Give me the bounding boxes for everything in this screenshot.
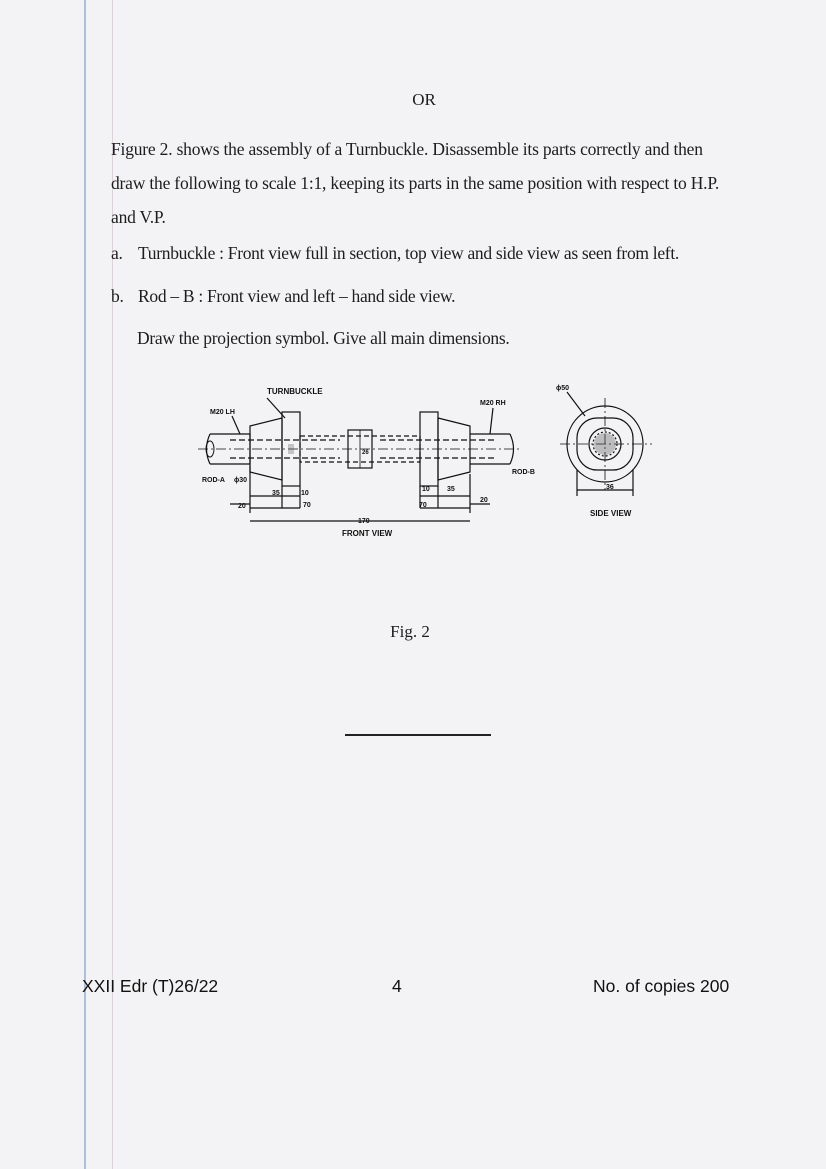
projection-note: Draw the projection symbol. Give all main dimensions. — [137, 328, 510, 348]
dim-170: 170 — [358, 518, 370, 525]
label-rod-b: ROD-B — [512, 469, 535, 476]
item-label: b. — [111, 286, 124, 306]
footer-page-number: 4 — [392, 976, 402, 996]
turnbuckle-drawing — [190, 378, 670, 553]
label-m20-rh: M20 RH — [480, 400, 506, 407]
footer-copies: No. of copies 200 — [593, 976, 730, 996]
item-label: a. — [111, 243, 123, 263]
label-dia30: ϕ30 — [234, 477, 248, 484]
figure-caption: Fig. 2 — [390, 622, 430, 641]
dim-26: 26 — [362, 450, 369, 456]
label-front-view: FRONT VIEW — [342, 529, 393, 538]
question-item-b — [111, 286, 455, 307]
turnbuckle-svg — [190, 378, 670, 548]
dim-36: 36 — [606, 484, 614, 491]
dim-70-right: 70 — [419, 502, 427, 509]
dim-20-right: 20 — [480, 497, 488, 504]
label-side-view: SIDE VIEW — [590, 509, 632, 518]
label-rod-a: ROD-A — [202, 477, 225, 484]
footer-code: XXII Edr (T)26/22 — [82, 976, 219, 996]
question-intro: Figure 2. shows the assembly of a Turnbuckle. Disassemble its parts correctly and then draw the following to scale 1:1, keeping its parts in the same position with respect to H.P. and V.P. — [111, 139, 720, 227]
item-text: Rod – B : Front view and left – hand side view. — [138, 286, 456, 306]
dim-10-left: 10 — [301, 490, 309, 497]
label-m20-lh: M20 LH — [210, 409, 235, 416]
label-turnbuckle: TURNBUCKLE — [267, 387, 323, 396]
dim-35-right: 35 — [447, 486, 455, 493]
item-text: Turnbuckle : Front view full in section, top view and side view as seen from left. — [138, 243, 679, 263]
or-heading: OR — [412, 90, 436, 109]
dim-70-left: 70 — [303, 502, 311, 509]
question-item-a — [111, 243, 679, 264]
label-dia50: ϕ50 — [556, 385, 570, 392]
end-rule — [345, 734, 491, 736]
dim-20-left: 20 — [238, 503, 246, 510]
dim-10-right: 10 — [422, 486, 430, 493]
dim-35-left: 35 — [272, 490, 280, 497]
